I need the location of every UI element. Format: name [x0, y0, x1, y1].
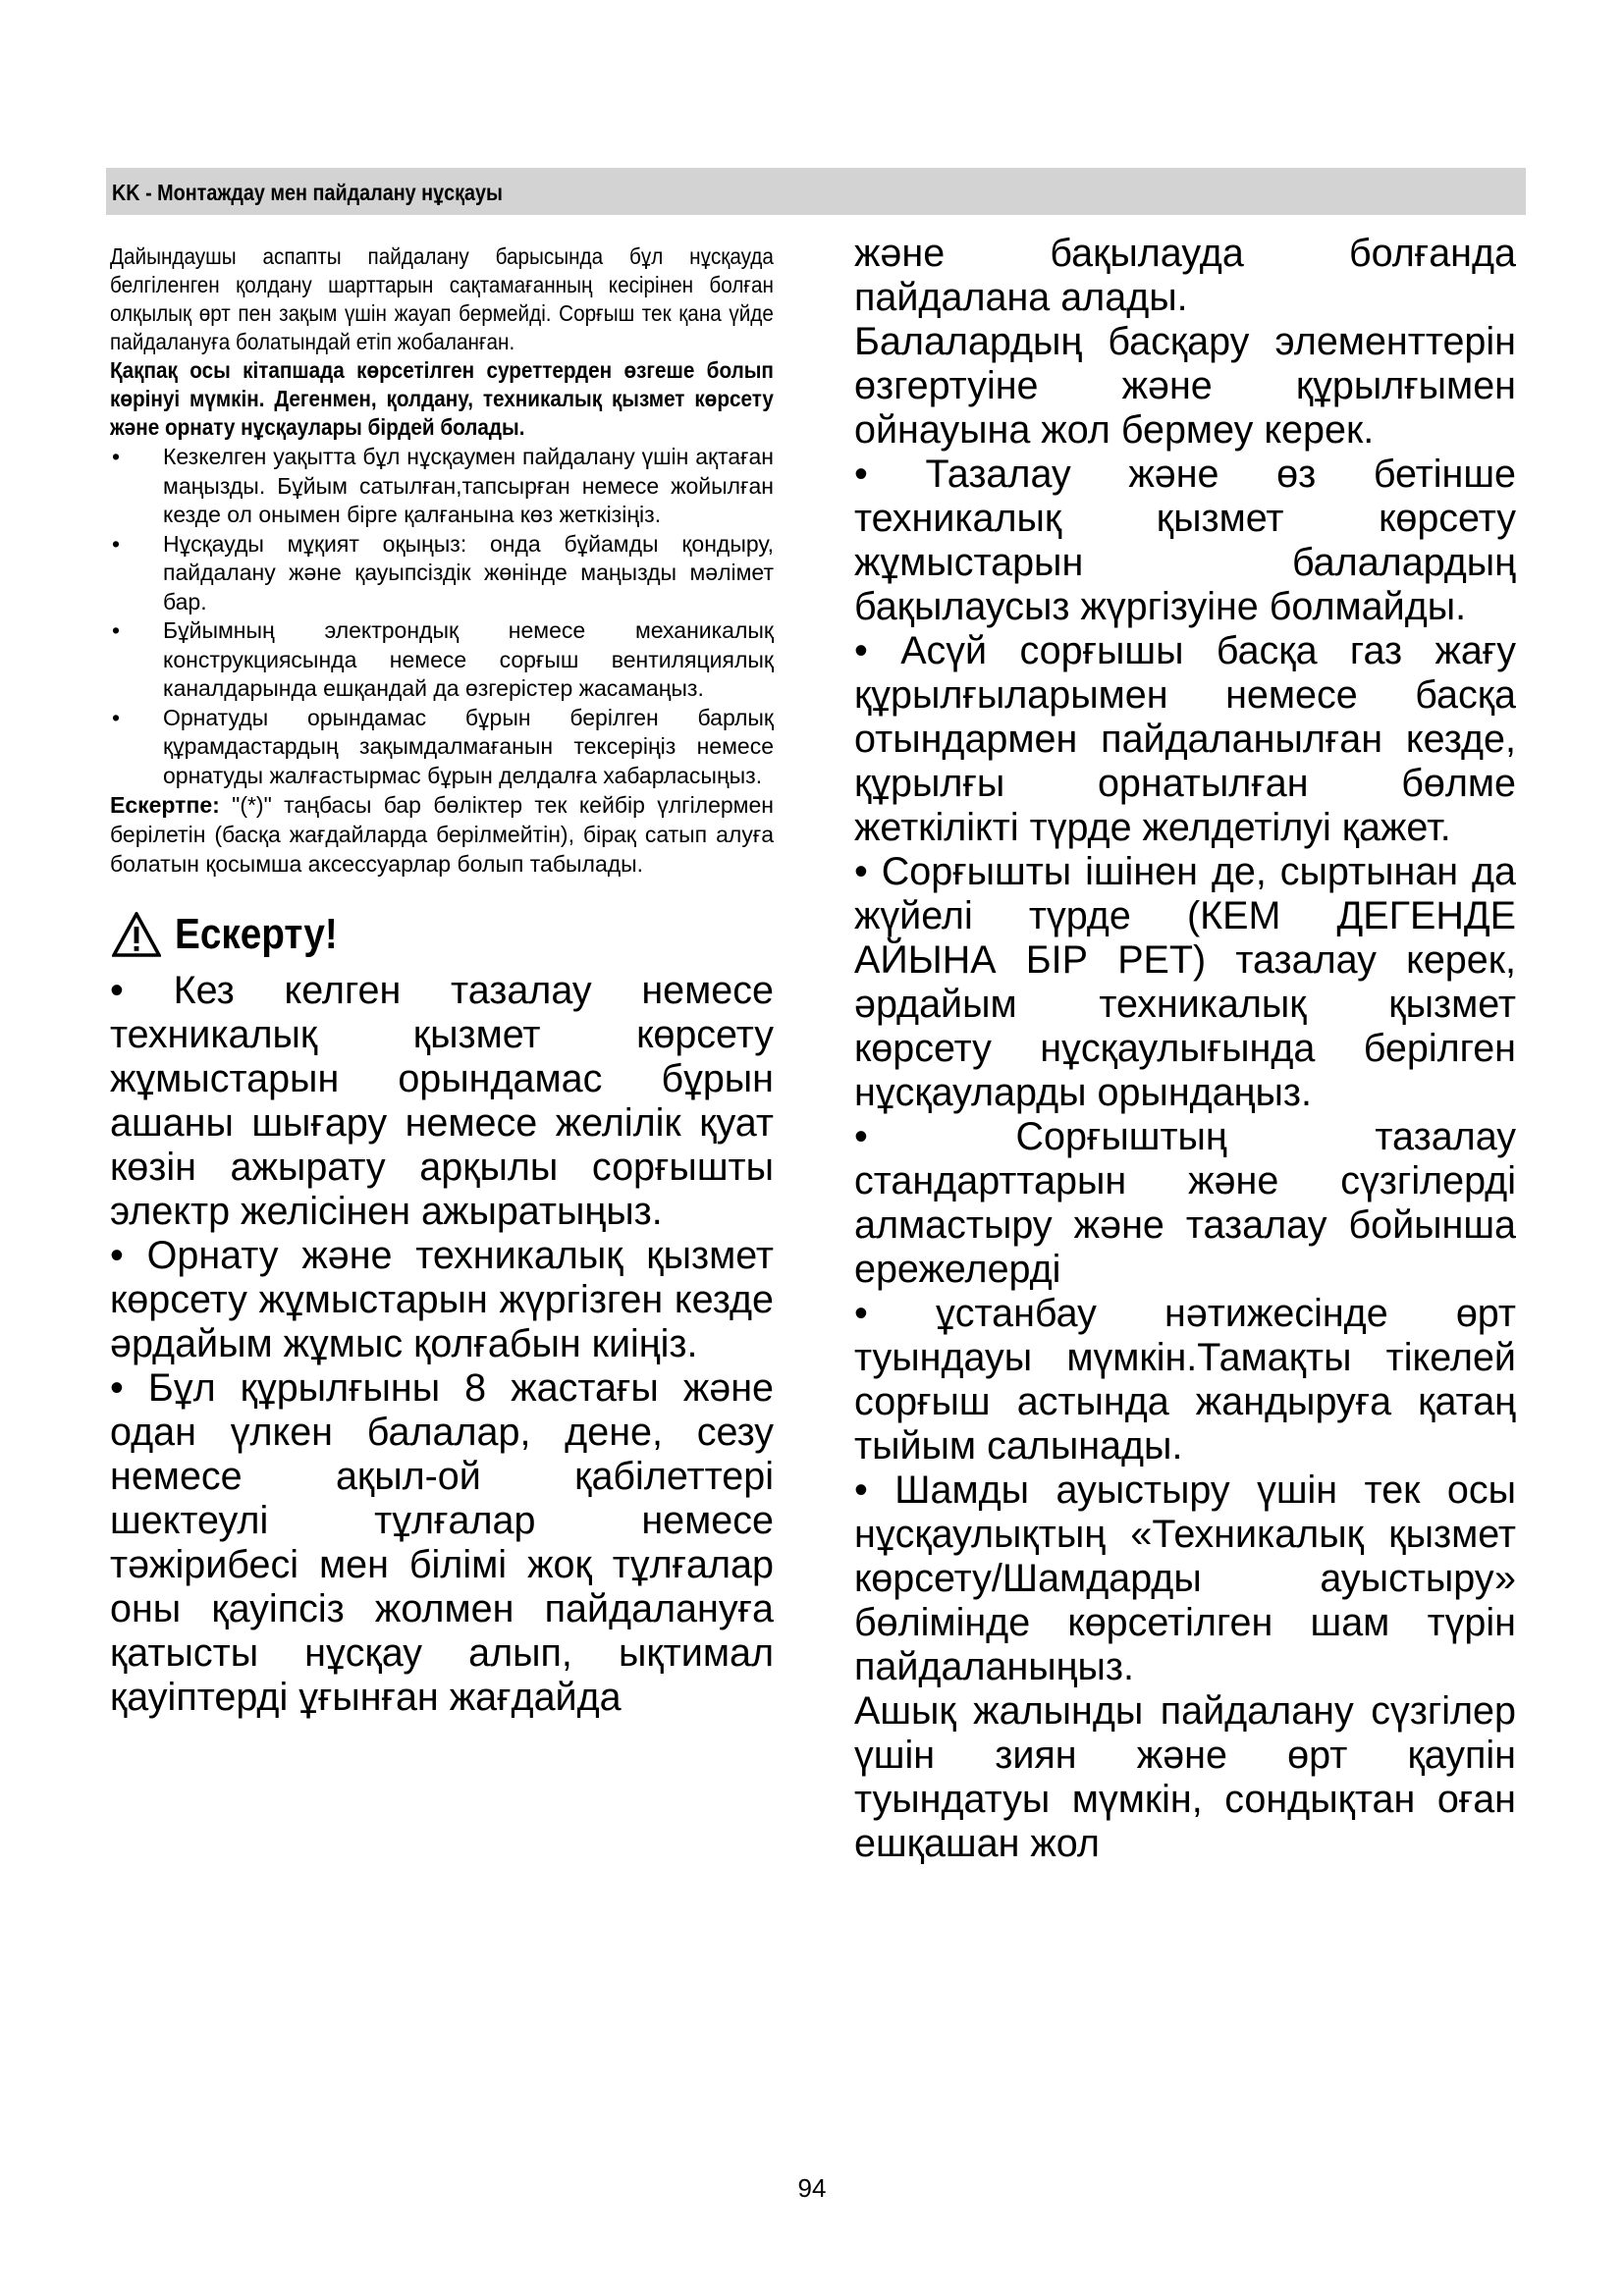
- list-item-text: Кезкелген уақытта бұл нұсқаумен пайдалану үшін ақтаған маңызды. Бұйым сатылған,тапсырған немесе жойылған кезде ол онымен бірге қалғанына көз жеткізіңіз.: [163, 444, 774, 527]
- list-item: [110, 443, 774, 530]
- list-item: [110, 530, 774, 617]
- left-column: [110, 242, 774, 1720]
- page-header-title: KK - Монтаждау мен пайдалану нұсқауы: [112, 180, 503, 205]
- note-text: "(*)" таңбасы бар бөліктер тек кейбір үлгілермен берілетін (басқа жағдайларда берілмейтін), бірақ сатып алуға болатын қосымша аксессуарлар болып табылады.: [110, 792, 774, 877]
- warning-paragraph: • Сорғышты ішінен де, сыртынан да жүйелі түрде (КЕМ ДЕГЕНДЕ АЙЫНА БІР РЕТ) тазалау керек, әрдайым техникалық қызмет көрсету нұсқаулығында берілген нұсқауларды орындаңыз.: [854, 850, 1516, 1114]
- bullet-glyph: •: [112, 530, 121, 557]
- bullet-glyph: •: [112, 704, 121, 730]
- warning-paragraph: • Асүй сорғышы басқа газ жағу құрылғыларымен немесе басқа отындармен пайдаланылған кезде, құрылғы орнатылған бөлме жеткілікті түрде желдетілуі қажет.: [854, 629, 1516, 849]
- list-item: [110, 704, 774, 791]
- list-item: [110, 616, 774, 704]
- list-item-text: Орнатуды орындамас бұрын берілген барлық құрамдастардың зақымдалмағанын тексеріңіз немесе орнатуды жалғастырмас бұрын делдалға хабарласыңыз.: [163, 704, 774, 788]
- warning-title: Ескерту!: [175, 910, 338, 958]
- note-paragraph: [110, 790, 774, 879]
- bullet-glyph: •: [112, 617, 121, 643]
- header-bar: [106, 168, 1526, 215]
- note-label: Ескертпе:: [110, 792, 220, 818]
- warning-paragraph: және бақылауда болғанда пайдалана алады.: [854, 232, 1516, 319]
- warning-paragraph: • Сорғыштың тазалау стандарттарын және сүзгілерді алмастыру және тазалау бойынша ережелерді: [854, 1115, 1516, 1291]
- warning-heading: [112, 906, 774, 963]
- intro-paragraph: Дайындаушы аспапты пайдалану барысында бұл нұсқауда белгіленген қолдану шарттарын сақтамағанның кесірінен болған олқылық өрт пен зақым үшін жауап бермейді. Сорғыш тек қана үйде пайдалануға болатындай етіп жобаланған.: [110, 243, 774, 354]
- right-column: [854, 232, 1516, 1866]
- warning-paragraph: • Шамды ауыстыру үшін тек осы нұсқаулықтың «Техникалық қызмет көрсету/Шамдарды ауыстыру» бөлімінде көрсетілген шам түрін пайдаланыңыз.: [854, 1468, 1516, 1688]
- warning-paragraph: • Бұл құрылғыны 8 жастағы және одан үлкен балалар, дене, сезу немесе ақыл-ой қабілеттері шектеулі тұлғалар немесе тәжірибесі мен білімі жоқ тұлғалар оны қауіпсіз жолмен пайдалануға қатысты нұсқау алып, ықтимал қауіптерді ұғынған жағдайда: [110, 1366, 774, 1719]
- warning-paragraph: Ашық жалынды пайдалану сүзгілер үшін зиян және өрт қаупін туындатуы мүмкін, сондықтан оған ешқашан жол: [854, 1689, 1516, 1865]
- list-item-text: Бұйымның электрондық немесе механикалық конструкциясында немесе сорғыш вентиляциялық каналдарында ешқандай да өзгерістер жасамаңыз.: [163, 617, 774, 701]
- list-item-text: Нұсқауды мұқият оқыңыз: онда бұйамды қондыру, пайдалану және қауыпсіздік жөнінде маңызды мәлімет бар.: [163, 530, 774, 614]
- warning-paragraph: Балалардың басқару элементтерін өзгертуіне және құрылғымен ойнауына жол бермеу керек.: [854, 320, 1516, 452]
- warning-triangle-icon: [112, 912, 161, 957]
- intro-bold-paragraph: Қақпақ осы кітапшада көрсетілген суреттерден өзгеше болып көрінуі мүмкін. Дегенмен, қолдану, техникалық қызмет көрсету және орнату нұсқаулары бірдей болады.: [110, 357, 774, 440]
- warning-paragraph: • ұстанбау нәтижесінде өрт туындауы мүмкін.Тамақты тікелей сорғыш астында жандыруға қатаң тыйым салынады.: [854, 1292, 1516, 1468]
- warning-paragraph: • Орнату және техникалық қызмет көрсету жұмыстарын жүргізген кезде әрдайым жұмыс қолғабын киіңіз.: [110, 1234, 774, 1365]
- small-bullet-list: [110, 443, 774, 790]
- page-number: 94: [797, 2173, 827, 2203]
- bullet-glyph: •: [112, 444, 121, 469]
- warning-paragraph: • Кез келген тазалау немесе техникалық қызмет көрсету жұмыстарын орындамас бұрын ашаны шығару немесе желілік қуат көзін ажырату арқылы сорғышты электр желісінен ажыратыңыз.: [110, 969, 774, 1233]
- warning-paragraph: • Тазалау және өз бетінше техникалық қызмет көрсету жұмыстарын балалардың бақылаусыз жүргізуіне болмайды.: [854, 453, 1516, 628]
